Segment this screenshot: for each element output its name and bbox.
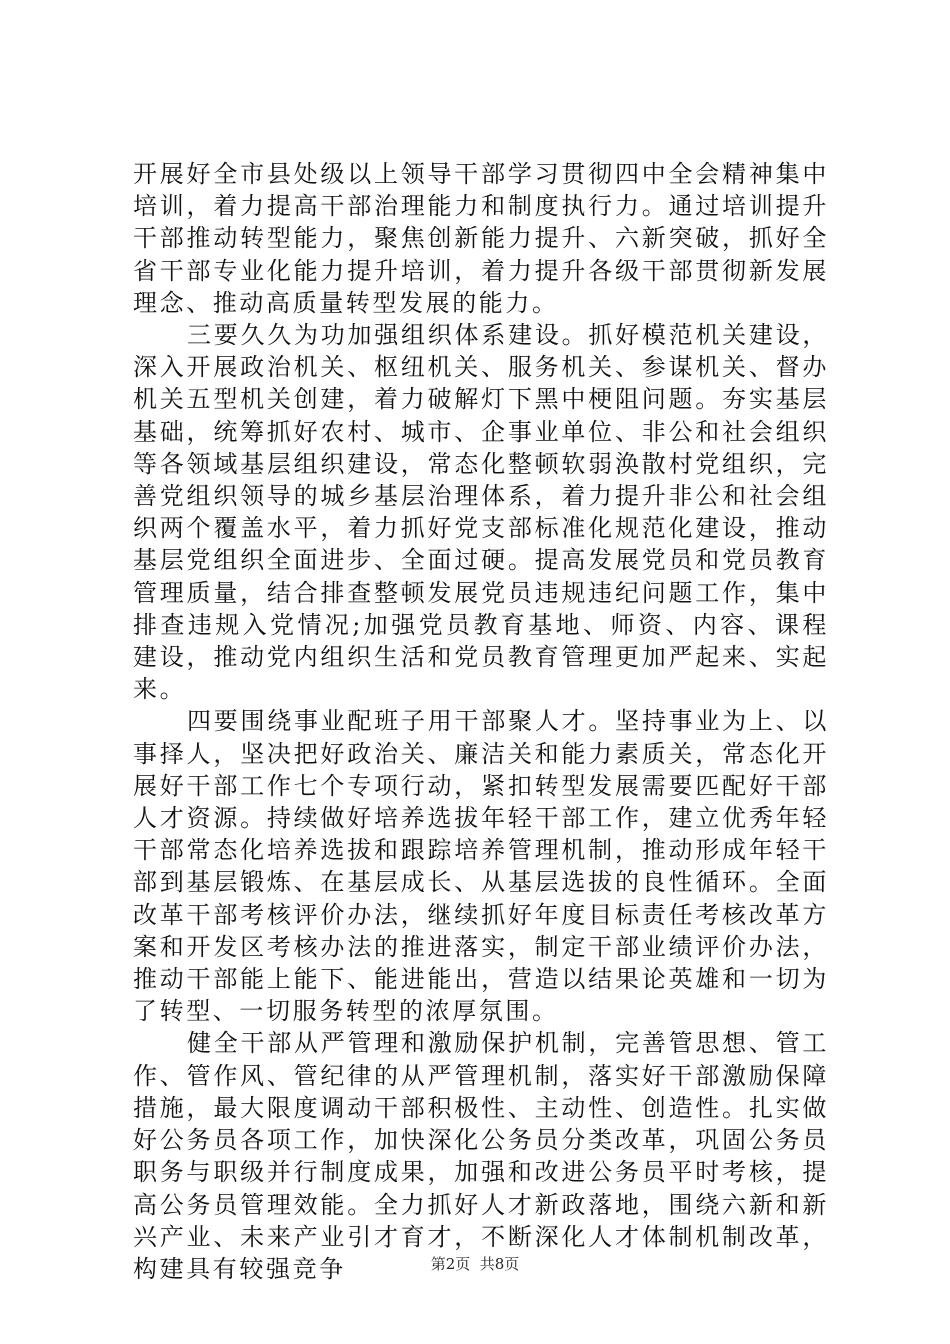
paragraph-organization-system: 三要久久为功加强组织体系建设。抓好模范机关建设，深入开展政治机关、枢纽机关、服务机关、参谋机关、督办机关五型机关创建，着力破解灯下黑中梗阻问题。夯实基层基础，统筹抓好农村、城市、企事业单位、非公和社会组织等各领域基层组织建设，常态化整顿软弱涣散村党组织，完善党组织领导的城乡基层治理体系，着力提升非公和社会组织两个覆盖水平，着力抓好党支部标准化规范化建设，推动基层党组织全面进步、全面过硬。提高发展党员和党员教育管理质量，结合排查整顿发展党员违规违纪问题工作，集中排查违规入党情况;加强党员教育基地、师资、内容、课程建设，推动党内组织生活和党员教育管理更加严起来、实起来。 — [133, 321, 829, 704]
page-number: 第2页 共8页 — [430, 1255, 520, 1273]
paragraph-cadre-talent: 四要围绕事业配班子用干部聚人才。坚持事业为上、以事择人，坚决把好政治关、廉洁关和能力素质关，常态化开展好干部工作七个专项行动，紧扣转型发展需要匹配好干部人才资源。持续做好培养选拔年轻干部工作，建立优秀年轻干部常态化培养选拔和跟踪培养管理机制，推动形成年轻干部到基层锻炼、在基层成长、从基层选拔的良性循环。全面改革干部考核评价办法，继续抓好年度目标责任考核改革方案和开发区考核办法的推进落实，制定干部业绩评价办法，推动干部能上能下、能进能出，营造以结果论英雄和一切为了转型、一切服务转型的浓厚氛围。 — [133, 707, 829, 1026]
paragraph-continuation: 开展好全市县处级以上领导干部学习贯彻四中全会精神集中培训，着力提高干部治理能力和制度执行力。通过培训提升干部推动转型能力，聚焦创新能力提升、六新突破，抓好全省干部专业化能力提升培训，着力提升各级干部贯彻新发展理念、推动高质量转型发展的能力。 — [133, 160, 829, 317]
page-footer — [0, 1254, 950, 1274]
document-body — [133, 158, 829, 1285]
paragraph-strict-management: 健全干部从严管理和激励保护机制，完善管思想、管工作、管作风、管纪律的从严管理机制，落实好干部激励保障措施，最大限度调动干部积极性、主动性、创造性。扎实做好公务员各项工作，加快深化公务员分类改革，巩固公务员职务与职级并行制度成果，加强和改进公务员平时考核，提高公务员管理效能。全力抓好人才新政落地，围绕六新和新兴产业、未来产业引才育才，不断深化人才体制机制改革，构建具有较强竞争 — [133, 1029, 829, 1283]
